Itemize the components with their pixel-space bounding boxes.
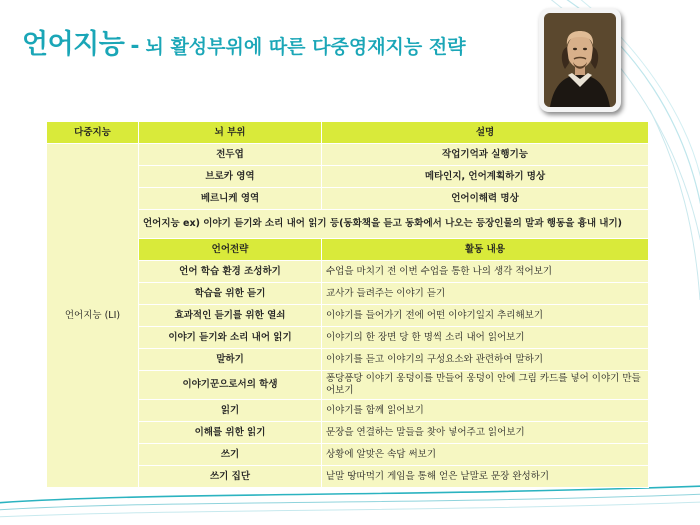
activity-cell: 퐁당퐁당 이야기 웅덩이를 만들어 웅덩이 안에 그림 카드를 넣어 이야기 만들어보기 — [322, 371, 649, 400]
strategy-cell: 말하기 — [139, 349, 322, 371]
strategy-cell: 효과적인 듣기를 위한 열쇠 — [139, 305, 322, 327]
slide-title — [22, 22, 466, 61]
title-subtitle: 뇌 활성부위에 따른 다중영재지능 전략 — [145, 36, 466, 58]
activity-cell: 상황에 알맞은 속담 써보기 — [322, 444, 649, 466]
strategy-cell: 이야기꾼으로서의 학생 — [139, 371, 322, 400]
activity-cell: 교사가 들려주는 이야기 듣기 — [322, 283, 649, 305]
activity-cell: 낱말 땅따먹기 게임을 통해 얻은 낱말로 문장 완성하기 — [322, 466, 649, 488]
strategy-cell: 쓰기 — [139, 444, 322, 466]
activity-cell: 이야기를 함께 읽어보기 — [322, 400, 649, 422]
strategy-cell: 쓰기 집단 — [139, 466, 322, 488]
activity-cell: 이야기를 들어가기 전에 어떤 이야기일지 추리해보기 — [322, 305, 649, 327]
strategy-cell: 읽기 — [139, 400, 322, 422]
activity-cell: 문장을 연결하는 말들을 찾아 넣어주고 읽어보기 — [322, 422, 649, 444]
activity-cell: 이야기의 한 장면 당 한 명씩 소리 내어 읽어보기 — [322, 327, 649, 349]
header-brain-area: 뇌 부위 — [139, 122, 322, 144]
activity-cell: 수업을 마치기 전 이번 수업을 통한 나의 생각 적어보기 — [322, 261, 649, 283]
brain-area-cell: 전두엽 — [139, 144, 322, 166]
title-dash: - — [130, 34, 140, 59]
strategy-table — [46, 121, 649, 488]
brain-desc-cell: 언어이해력 명상 — [322, 188, 649, 210]
portrait-icon — [544, 13, 616, 107]
strategy-cell: 언어 학습 환경 조성하기 — [139, 261, 322, 283]
brain-area-cell: 베르니케 영역 — [139, 188, 322, 210]
brain-desc-cell: 작업기억과 실행기능 — [322, 144, 649, 166]
activity-cell: 이야기를 듣고 이야기의 구성요소와 관련하여 말하기 — [322, 349, 649, 371]
header-strategy: 언어전략 — [139, 239, 322, 261]
header-activity: 활동 내용 — [322, 239, 649, 261]
header-description: 설명 — [322, 122, 649, 144]
strategy-cell: 이해를 위한 읽기 — [139, 422, 322, 444]
header-intelligence: 다중지능 — [47, 122, 139, 144]
strategy-cell: 학습을 위한 듣기 — [139, 283, 322, 305]
table-header-row — [47, 122, 649, 144]
strategy-cell: 이야기 듣기와 소리 내어 읽기 — [139, 327, 322, 349]
intelligence-label: 언어지능 (LI) — [47, 144, 139, 488]
brain-desc-cell: 메타인지, 언어계획하기 명상 — [322, 166, 649, 188]
table-row — [47, 144, 649, 166]
portrait-frame — [539, 8, 621, 112]
brain-area-cell: 브로카 영역 — [139, 166, 322, 188]
example-cell: 언어지능 ex) 이야기 듣기와 소리 내어 읽기 등(동화책을 듣고 동화에서 나오는 등장인물의 말과 행동을 흉내 내기) — [139, 210, 649, 239]
title-main: 언어지능 — [22, 29, 125, 60]
